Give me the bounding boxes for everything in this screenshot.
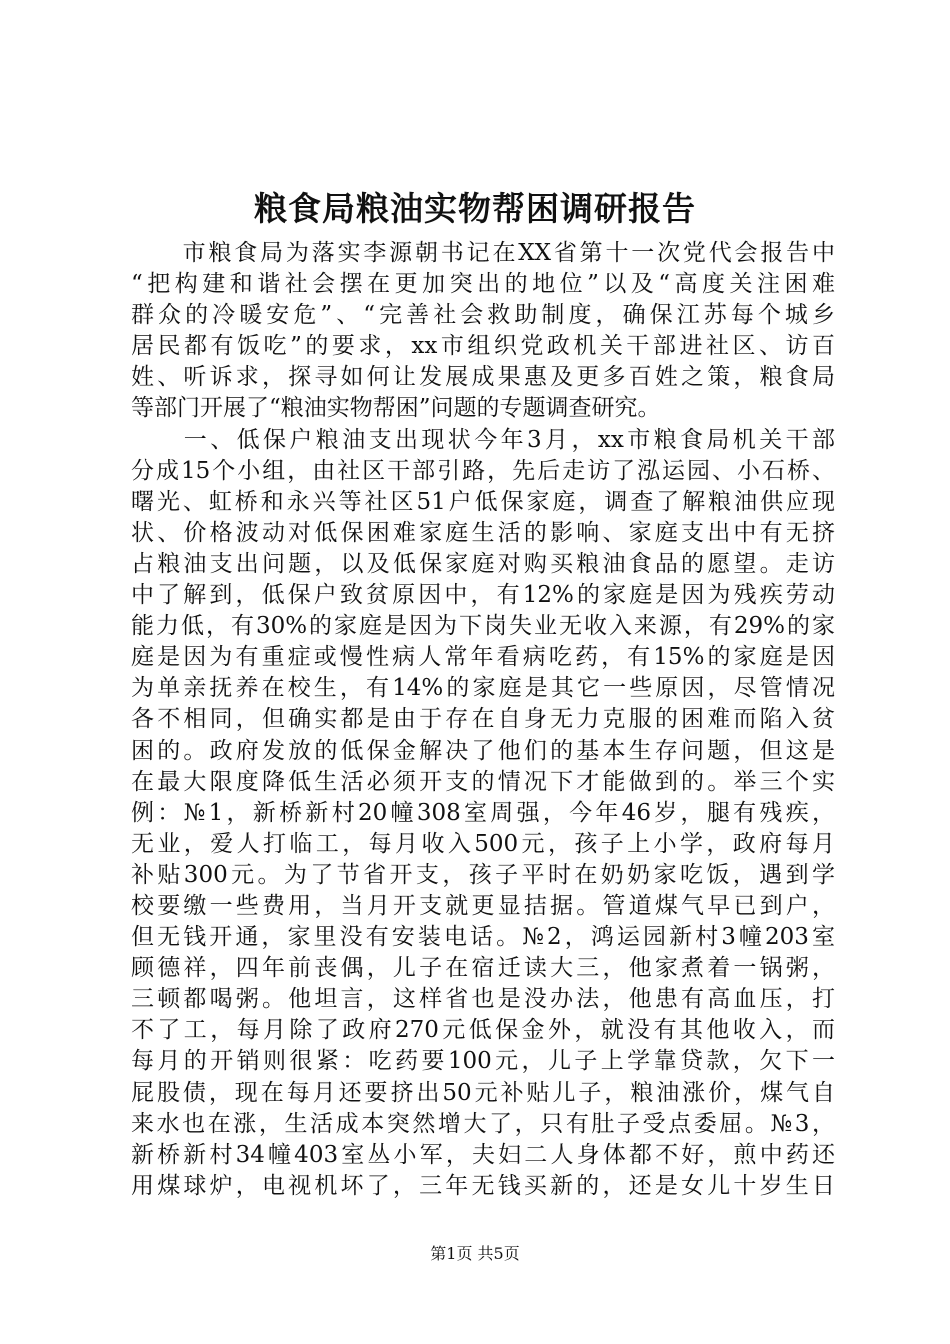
body-line: 无业，爱人打临工，每月收入500元，孩子上小学，政府每月 [131,830,835,857]
document-title: 粮食局粮油实物帮困调研报告 [254,189,696,228]
body-line: 状、价格波动对低保困难家庭生活的影响、家庭支出中有无挤 [131,519,835,546]
body-line: 新桥新村34幢403室丛小军，夫妇二人身体都不好，煎中药还 [131,1141,835,1168]
body-line: 居民都有饭吃”的要求，xx市组织党政机关干部进社区、访百 [131,333,835,360]
body-line: 用煤球炉，电视机坏了，三年无钱买新的，还是女儿十岁生日 [131,1172,835,1199]
body-line: 等部门开展了“粮油实物帮困”问题的专题调查研究。 [131,395,661,422]
body-line: 但无钱开通，家里没有安装电话。№2，鸿运园新村3幢203室 [131,924,835,951]
body-line: 一、低保户粮油支出现状今年3月，xx市粮食局机关干部 [131,426,835,453]
body-line: 补贴300元。为了节省开支，孩子平时在奶奶家吃饭，遇到学 [131,861,835,888]
body-line: 顾德祥，四年前丧偶，儿子在宿迁读大三，他家煮着一锅粥， [131,955,835,982]
body-line: 各不相同，但确实都是由于存在自身无力克服的困难而陷入贫 [131,706,835,733]
body-line: 来水也在涨，生活成本突然增大了，只有肚子受点委屈。№3， [131,1110,835,1137]
body-line: 姓、听诉求，探寻如何让发展成果惠及更多百姓之策，粮食局 [131,364,835,391]
page-number: 第1页 共5页 [430,1244,520,1263]
body-line: 占粮油支出问题，以及低保家庭对购买粮油食品的愿望。走访 [131,550,835,577]
body-line: 屁股债，现在每月还要挤出50元补贴儿子，粮油涨价，煤气自 [131,1079,835,1106]
body-line: 在最大限度降低生活必须开支的情况下才能做到的。举三个实 [131,768,835,795]
body-line: 不了工，每月除了政府270元低保金外，就没有其他收入，而 [131,1017,835,1044]
body-line: 例：№1，新桥新村20幢308室周强，今年46岁，腿有残疾， [131,799,835,826]
document-body [131,238,835,1202]
body-line: 困的。政府发放的低保金解决了他们的基本生存问题，但这是 [131,737,835,764]
body-line: 能力低，有30%的家庭是因为下岗失业无收入来源，有29%的家 [131,613,835,640]
body-line: 三顿都喝粥。他坦言，这样省也是没办法，他患有高血压，打 [131,986,835,1013]
body-line: 分成15个小组，由社区干部引路，先后走访了泓运园、小石桥、 [131,457,835,484]
body-line: 为单亲抚养在校生，有14%的家庭是其它一些原因，尽管情况 [131,675,835,702]
body-line: 群众的冷暖安危”、“完善社会救助制度，确保江苏每个城乡 [131,302,835,329]
body-line: “把构建和谐社会摆在更加突出的地位”以及“高度关注困难 [131,271,835,298]
body-line: 市粮食局为落实李源朝书记在XX省第十一次党代会报告中 [131,240,835,266]
body-line: 校要缴一些费用，当月开支就更显拮据。管道煤气早已到户， [131,892,835,919]
body-line: 每月的开销则很紧：吃药要100元，儿子上学靠贷款，欠下一 [131,1048,835,1075]
body-line: 曙光、虹桥和永兴等社区51户低保家庭，调查了解粮油供应现 [131,488,835,515]
body-line: 庭是因为有重症或慢性病人常年看病吃药，有15%的家庭是因 [131,644,835,671]
body-line: 中了解到，低保户致贫原因中，有12%的家庭是因为残疾劳动 [131,582,835,609]
